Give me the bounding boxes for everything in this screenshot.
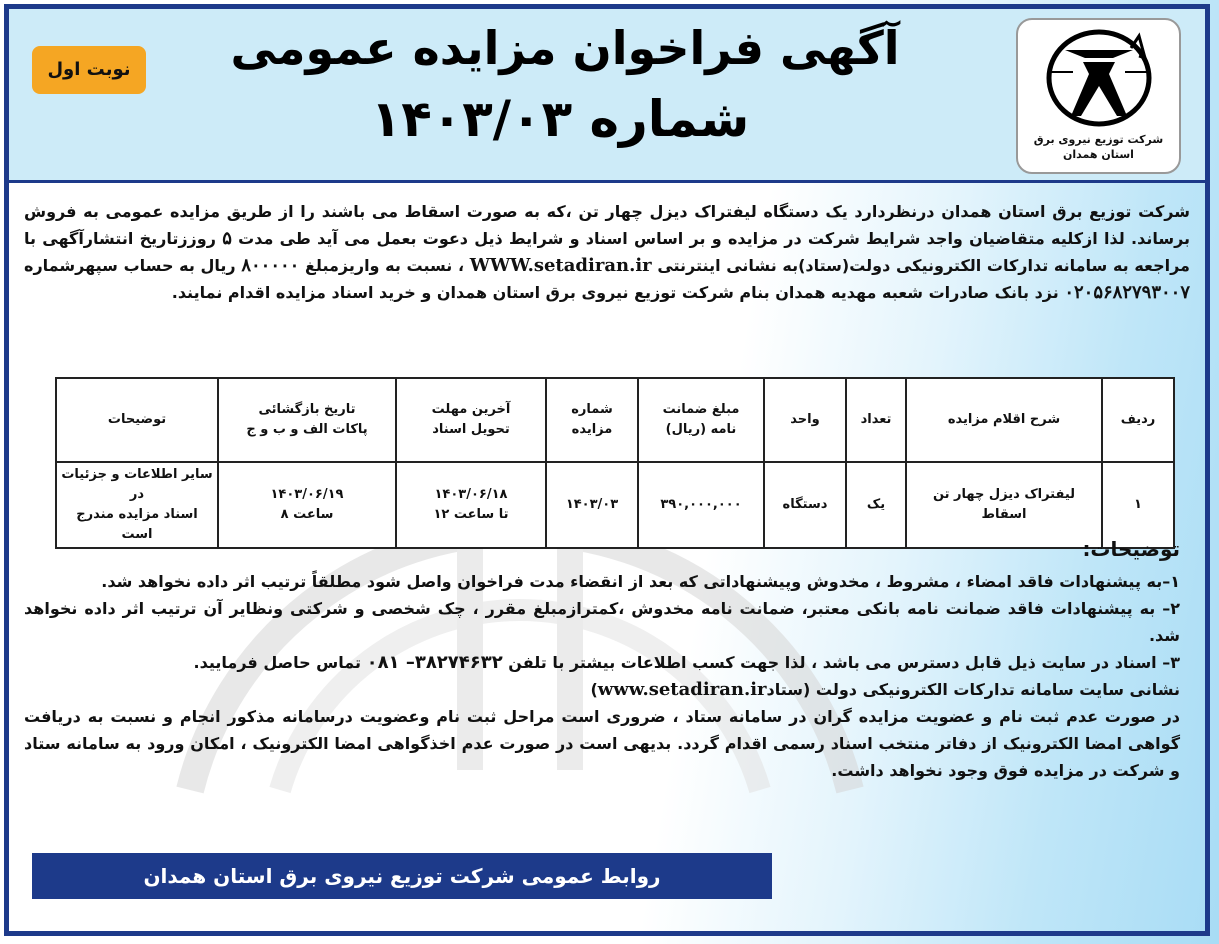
col-opening-header: تاریخ بازگشائی پاکات الف و ب و ج: [218, 378, 396, 462]
cell-item: لیفتراک دیزل چهار تن اسقاط: [906, 462, 1102, 548]
intro-text-4: ریال به حساب سپهرشماره: [24, 256, 236, 275]
col-notes-header: توضیحات: [56, 378, 218, 462]
col-guarantee-header: مبلغ ضمانت نامه (ریال): [638, 378, 764, 462]
logo-caption-line2: استان همدان: [1063, 148, 1134, 161]
col-row-header: ردیف: [1102, 378, 1174, 462]
contact-phone: ۳۸۲۷۴۶۳۲– ۰۸۱: [366, 652, 503, 673]
col-number-header: شماره مزایده: [546, 378, 638, 462]
cell-count: یک: [846, 462, 906, 548]
announcement-number: شماره ۱۴۰۳/۰۳: [370, 90, 750, 148]
cell-row: ۱: [1102, 462, 1174, 548]
table-row: [56, 462, 1174, 548]
cell-opening: ۱۴۰۳/۰۶/۱۹ ساعت ۸: [218, 462, 396, 548]
note-item-2: ۲– به پیشنهادات فاقد ضمانت نامه بانکی معتبر، ضمانت نامه مخدوش ،کمترازمبلغ مقرر ، چک شخصی و شرکتی ونظایر آن ترتیب اثر داده نخواهد شد.: [24, 599, 1180, 645]
logo-caption-line1: شرکت توزیع نیروی برق: [1033, 133, 1164, 146]
announcement-title: آگهی فراخوان مزایده عمومی: [230, 21, 900, 75]
cell-guarantee: ۳۹۰,۰۰۰,۰۰۰: [638, 462, 764, 548]
header-divider: [9, 180, 1205, 183]
col-count-header: تعداد: [846, 378, 906, 462]
cell-notes: سایر اطلاعات و جزئیات در اسناد مزایده مندرج است: [56, 462, 218, 548]
logo-caption: [1018, 132, 1179, 162]
cell-unit: دستگاه: [764, 462, 846, 548]
intro-paragraph: [24, 198, 1190, 306]
site-url-link[interactable]: www.setadiran.ir: [597, 679, 767, 700]
intro-text-1: شرکت توزیع برق استان همدان درنظردارد یک دستگاه لیفتراک دیزل چهار تن ،که به صورت اسقاط می باشند را از طریق مزایده عمومی به فروش برساند. لذا ازکلیه متقاضیان واجد شرایط شرکت در مزایده و بر اساس اسناد و شرایط ذیل دعوت بعمل می آید طی مدت: [24, 202, 1191, 248]
intro-website-link[interactable]: WWW.setadiran.ir: [469, 255, 652, 276]
cell-deadline: ۱۴۰۳/۰۶/۱۸ تا ساعت ۱۲: [396, 462, 546, 548]
round-badge: نوبت اول: [32, 46, 146, 94]
col-deadline-header: آخرین مهلت تحویل اسناد: [396, 378, 546, 462]
intro-text-5: نزد بانک صادرات شعبه مهدیه همدان بنام شرکت توزیع نیروی برق استان همدان و خرید اسناد مزایده اقدام نمایند.: [171, 283, 1059, 302]
intro-text-3: ، نسبت به واریزمبلغ: [305, 256, 465, 275]
table-header-row: [56, 378, 1174, 462]
company-logo: [1016, 18, 1181, 174]
intro-amount: ۸۰۰۰۰۰: [241, 255, 300, 276]
intro-account-number: ۰۲۰۵۶۸۲۷۹۳۰۰۷: [1064, 282, 1190, 303]
site-address: نشانی سایت سامانه تدارکات الکترونیکی دولت (ستادwww.setadiran.ir): [590, 679, 1180, 700]
note-item-1: ۱–به پیشنهادات فاقد امضاء ، مشروط ، مخدوش وپیشنهاداتی که بعد از انقضاء مدت فراخوان واصل شود مطلقاً ترتیب اثر داده نخواهد شد.: [101, 572, 1180, 591]
footer-public-relations: روابط عمومی شرکت توزیع نیروی برق استان همدان: [32, 853, 772, 899]
col-item-header: شرح اقلام مزایده: [906, 378, 1102, 462]
col-unit-header: واحد: [764, 378, 846, 462]
intro-text-2: روززتاریخ انتشارآگهی با مراجعه به سامانه تدارکات الکترونیکی دولت(ستاد)به نشانی اینترنتی: [24, 229, 1190, 275]
note-item-3: ۳– اسناد در سایت ذیل قابل دسترس می باشد ، لذا جهت کسب اطلاعات بیشتر با تلفن ۳۸۲۷۴۶۳۲– ۰۸۱ تماس حاصل فرمایید.: [193, 652, 1180, 673]
auction-table: [55, 377, 1175, 549]
registration-paragraph: در صورت عدم ثبت نام و عضویت مزایده گران در سامانه ستاد ، ضروری است مراحل ثبت نام وعضویت درسامانه مذکور انجام و نسبت به دریافت گواهی امضا الکترونیک از دفاتر منتخب اسناد رسمی اقدام گردد. بدیهی است در صورت عدم اخذگواهی امضا الکترونیک ، امکان ورود به سامانه ستاد و شرکت در مزایده فوق وجود نخواهد داشت.: [24, 707, 1180, 780]
notes-section: [24, 568, 1180, 784]
cell-number: ۱۴۰۳/۰۳: [546, 462, 638, 548]
notes-title: توضیحات:: [1082, 537, 1180, 561]
intro-days: ۵: [222, 228, 232, 249]
power-tower-logo-icon: [1043, 28, 1155, 128]
